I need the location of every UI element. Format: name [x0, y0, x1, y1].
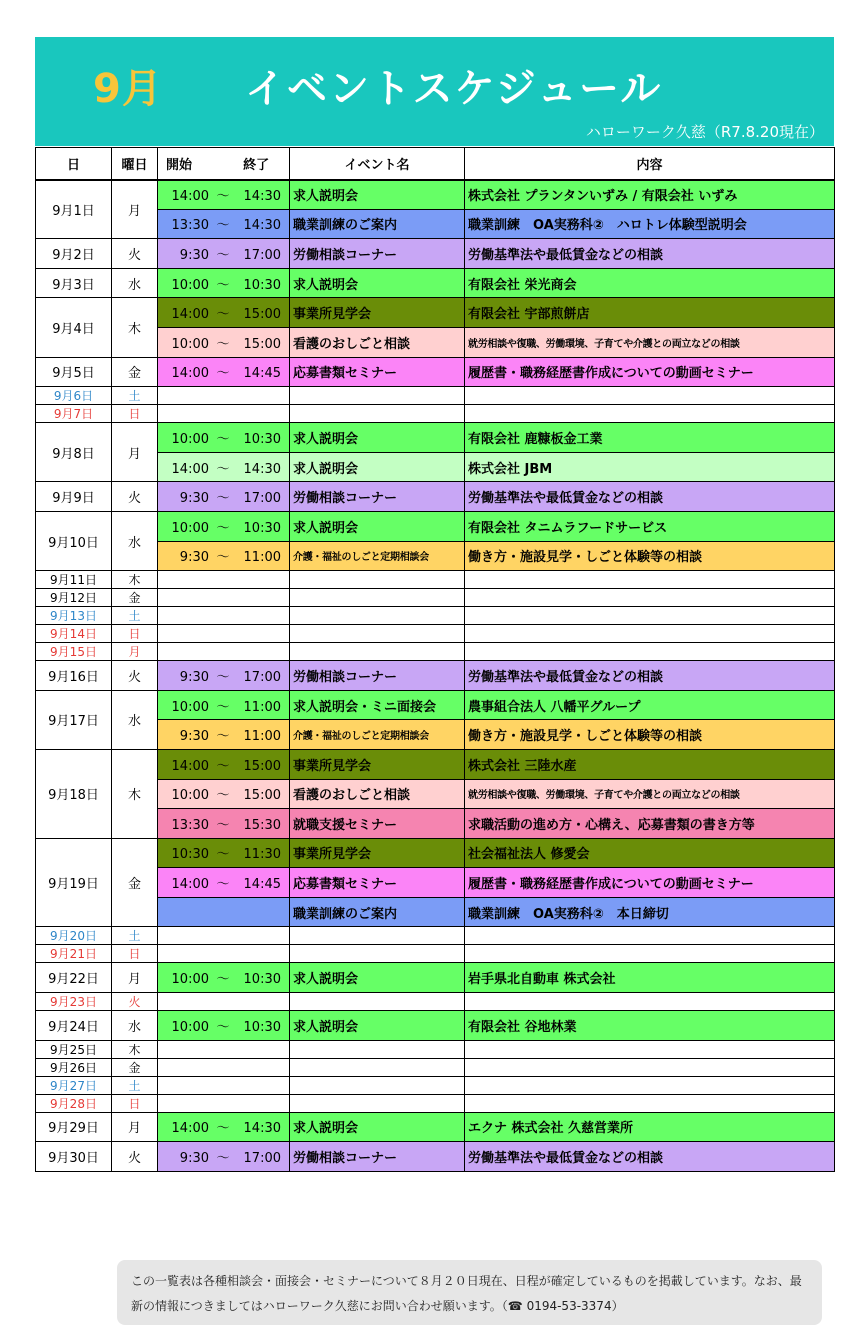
- end-time: 10:30: [243, 972, 281, 988]
- table-row: [36, 625, 835, 643]
- event-name-cell: 求人説明会: [290, 963, 465, 993]
- table-row: [36, 993, 835, 1011]
- event-name-cell: 労働相談コーナー: [290, 661, 465, 691]
- as-of-label: ハローワーク久慈（R7.8.20現在）: [585, 123, 824, 141]
- table-row: [36, 357, 835, 387]
- time-cell: [158, 589, 290, 607]
- event-content-cell: [465, 387, 835, 405]
- event-content-cell: 履歴書・職務経歴書作成についての動画セミナー: [465, 868, 835, 898]
- event-content-cell: [465, 1094, 835, 1112]
- day-cell: 9月10日: [36, 511, 112, 570]
- day-cell: 9月17日: [36, 690, 112, 749]
- weekday-cell: 日: [112, 625, 158, 643]
- start-time: 10:00: [171, 699, 209, 715]
- start-time: 14:00: [171, 1121, 209, 1137]
- header-time: [158, 148, 290, 180]
- event-content-cell: 労働基準法や最低賃金などの相談: [465, 1142, 835, 1172]
- table-row: [36, 661, 835, 691]
- time-cell: [158, 1142, 290, 1172]
- event-name-cell: 応募書類セミナー: [290, 357, 465, 387]
- page-header: [35, 37, 834, 146]
- event-content-cell: 働き方・施設見学・しごと体験等の相談: [465, 541, 835, 571]
- weekday-cell: 月: [112, 963, 158, 993]
- event-name-cell: [290, 1040, 465, 1058]
- weekday-cell: 水: [112, 1011, 158, 1041]
- event-name-cell: 介護・福祉のしごと定期相談会: [290, 541, 465, 571]
- weekday-cell: 日: [112, 405, 158, 423]
- table-row: [36, 511, 835, 541]
- schedule-table: [35, 147, 835, 1172]
- event-content-cell: 労働基準法や最低賃金などの相談: [465, 239, 835, 269]
- table-row: [36, 838, 835, 868]
- event-name-cell: 求人説明会: [290, 423, 465, 453]
- start-time: 14:00: [171, 189, 209, 205]
- event-name-cell: [290, 571, 465, 589]
- end-time: 14:30: [243, 189, 281, 205]
- day-cell: 9月30日: [36, 1142, 112, 1172]
- start-time: 13:30: [171, 218, 209, 234]
- event-content-cell: 職業訓練 OA実務科② ハロトレ体験型説明会: [465, 209, 835, 239]
- end-time: 14:45: [243, 366, 281, 382]
- header-start: 開始: [166, 157, 193, 173]
- end-time: 11:30: [243, 847, 281, 863]
- table-row: [36, 1040, 835, 1058]
- start-time: 9:30: [179, 1151, 209, 1167]
- tilde: ～: [216, 336, 230, 352]
- event-content-cell: [465, 1076, 835, 1094]
- header-event: イベント名: [290, 148, 465, 180]
- event-content-cell: 株式会社 プランタンいずみ / 有限会社 いずみ: [465, 180, 835, 210]
- day-cell: 9月12日: [36, 589, 112, 607]
- end-time: 15:00: [243, 788, 281, 804]
- end-time: 10:30: [243, 1019, 281, 1035]
- day-cell: 9月20日: [36, 927, 112, 945]
- event-content-cell: [465, 625, 835, 643]
- event-name-cell: [290, 589, 465, 607]
- day-cell: 9月1日: [36, 180, 112, 239]
- tilde: ～: [216, 699, 230, 715]
- table-row: [36, 589, 835, 607]
- time-cell: [158, 690, 290, 720]
- time-cell: [158, 1011, 290, 1041]
- tilde: ～: [216, 1151, 230, 1167]
- weekday-cell: 土: [112, 1076, 158, 1094]
- time-cell: [158, 625, 290, 643]
- event-name-cell: 就職支援セミナー: [290, 809, 465, 839]
- tilde: ～: [216, 218, 230, 234]
- weekday-cell: 金: [112, 357, 158, 387]
- weekday-cell: 水: [112, 268, 158, 298]
- event-name-cell: [290, 405, 465, 423]
- event-name-cell: [290, 625, 465, 643]
- event-content-cell: [465, 1058, 835, 1076]
- event-content-cell: 有限会社 栄光商会: [465, 268, 835, 298]
- event-content-cell: 岩手県北自動車 株式会社: [465, 963, 835, 993]
- event-name-cell: 応募書類セミナー: [290, 868, 465, 898]
- header-day: 日: [36, 148, 112, 180]
- table-row: [36, 1011, 835, 1041]
- day-cell: 9月6日: [36, 387, 112, 405]
- table-header-row: [36, 148, 835, 180]
- weekday-cell: 土: [112, 387, 158, 405]
- time-cell: [158, 482, 290, 512]
- table-row: [36, 180, 835, 210]
- event-name-cell: [290, 945, 465, 963]
- header-weekday: 曜日: [112, 148, 158, 180]
- tilde: ～: [216, 189, 230, 205]
- event-name-cell: 事業所見学会: [290, 749, 465, 779]
- event-content-cell: 株式会社 JBM: [465, 452, 835, 482]
- time-cell: [158, 1094, 290, 1112]
- start-time: 10:00: [171, 1019, 209, 1035]
- tilde: ～: [216, 669, 230, 685]
- weekday-cell: 月: [112, 1112, 158, 1142]
- event-content-cell: [465, 589, 835, 607]
- event-content-cell: 労働基準法や最低賃金などの相談: [465, 661, 835, 691]
- time-cell: [158, 838, 290, 868]
- table-row: [36, 1058, 835, 1076]
- event-name-cell: 求人説明会: [290, 511, 465, 541]
- event-content-cell: 有限会社 宇部煎餅店: [465, 298, 835, 328]
- event-content-cell: エクナ 株式会社 久慈営業所: [465, 1112, 835, 1142]
- time-cell: [158, 1076, 290, 1094]
- day-cell: 9月11日: [36, 571, 112, 589]
- event-content-cell: 就労相談や復職、労働環境、子育てや介護との両立などの相談: [465, 327, 835, 357]
- day-cell: 9月13日: [36, 607, 112, 625]
- tilde: ～: [216, 1019, 230, 1035]
- day-cell: 9月23日: [36, 993, 112, 1011]
- time-cell: [158, 511, 290, 541]
- weekday-cell: 木: [112, 298, 158, 357]
- start-time: 10:00: [171, 336, 209, 352]
- table-row: [36, 963, 835, 993]
- weekday-cell: 水: [112, 511, 158, 570]
- time-cell: [158, 209, 290, 239]
- table-row: [36, 268, 835, 298]
- time-cell: [158, 643, 290, 661]
- time-cell: [158, 268, 290, 298]
- table-row: [36, 482, 835, 512]
- end-time: 14:30: [243, 218, 281, 234]
- day-cell: 9月15日: [36, 643, 112, 661]
- tilde: ～: [216, 972, 230, 988]
- event-content-cell: 有限会社 鹿糠板金工業: [465, 423, 835, 453]
- time-cell: [158, 405, 290, 423]
- event-content-cell: 株式会社 三陸水産: [465, 749, 835, 779]
- table-row: [36, 1142, 835, 1172]
- end-time: 15:00: [243, 336, 281, 352]
- event-content-cell: 有限会社 タニムラフードサービス: [465, 511, 835, 541]
- weekday-cell: 月: [112, 423, 158, 482]
- weekday-cell: 火: [112, 993, 158, 1011]
- start-time: 9:30: [179, 247, 209, 263]
- day-cell: 9月29日: [36, 1112, 112, 1142]
- start-time: 10:00: [171, 972, 209, 988]
- end-time: 17:00: [243, 491, 281, 507]
- start-time: 9:30: [179, 491, 209, 507]
- table-row: [36, 387, 835, 405]
- time-cell: [158, 387, 290, 405]
- end-time: 15:00: [243, 758, 281, 774]
- schedule-body: [36, 180, 835, 1172]
- day-cell: 9月16日: [36, 661, 112, 691]
- day-cell: 9月22日: [36, 963, 112, 993]
- time-cell: [158, 1112, 290, 1142]
- time-cell: [158, 327, 290, 357]
- time-cell: [158, 809, 290, 839]
- tilde: ～: [216, 847, 230, 863]
- event-name-cell: 事業所見学会: [290, 298, 465, 328]
- end-time: 15:30: [243, 817, 281, 833]
- page-title: イベントスケジュール: [245, 66, 663, 112]
- event-name-cell: 職業訓練のご案内: [290, 897, 465, 927]
- time-cell: [158, 607, 290, 625]
- weekday-cell: 金: [112, 1058, 158, 1076]
- event-content-cell: 有限会社 谷地林業: [465, 1011, 835, 1041]
- table-row: [36, 690, 835, 720]
- event-name-cell: 求人説明会・ミニ面接会: [290, 690, 465, 720]
- event-name-cell: 労働相談コーナー: [290, 1142, 465, 1172]
- event-name-cell: [290, 387, 465, 405]
- event-name-cell: [290, 1076, 465, 1094]
- table-row: [36, 239, 835, 269]
- time-cell: [158, 963, 290, 993]
- time-cell: [158, 779, 290, 809]
- time-cell: [158, 571, 290, 589]
- start-time: 14:00: [171, 366, 209, 382]
- event-name-cell: [290, 927, 465, 945]
- table-row: [36, 423, 835, 453]
- table-row: [36, 1094, 835, 1112]
- event-content-cell: [465, 643, 835, 661]
- start-time: 14:00: [171, 877, 209, 893]
- table-row: [36, 1076, 835, 1094]
- event-content-cell: 求職活動の進め方・心構え、応募書類の書き方等: [465, 809, 835, 839]
- event-content-cell: 労働基準法や最低賃金などの相談: [465, 482, 835, 512]
- weekday-cell: 金: [112, 589, 158, 607]
- event-name-cell: [290, 643, 465, 661]
- event-name-cell: 看護のおしごと相談: [290, 327, 465, 357]
- time-cell: [158, 452, 290, 482]
- time-cell: [158, 868, 290, 898]
- event-content-cell: 就労相談や復職、労働環境、子育てや介護との両立などの相談: [465, 779, 835, 809]
- end-time: 10:30: [243, 277, 281, 293]
- day-cell: 9月27日: [36, 1076, 112, 1094]
- time-cell: [158, 298, 290, 328]
- weekday-cell: 木: [112, 571, 158, 589]
- day-cell: 9月25日: [36, 1040, 112, 1058]
- day-cell: 9月24日: [36, 1011, 112, 1041]
- tilde: ～: [216, 1121, 230, 1137]
- event-name-cell: 労働相談コーナー: [290, 239, 465, 269]
- event-name-cell: [290, 1058, 465, 1076]
- weekday-cell: 木: [112, 1040, 158, 1058]
- weekday-cell: 火: [112, 1142, 158, 1172]
- end-time: 11:00: [243, 550, 281, 566]
- event-name-cell: 介護・福祉のしごと定期相談会: [290, 720, 465, 750]
- tilde: ～: [216, 877, 230, 893]
- time-cell: [158, 993, 290, 1011]
- start-time: 14:00: [171, 758, 209, 774]
- weekday-cell: 火: [112, 661, 158, 691]
- event-name-cell: 求人説明会: [290, 180, 465, 210]
- time-cell: [158, 541, 290, 571]
- event-name-cell: 求人説明会: [290, 452, 465, 482]
- weekday-cell: 月: [112, 180, 158, 239]
- event-content-cell: [465, 993, 835, 1011]
- notice-box: この一覧表は各種相談会・面接会・セミナーについて８月２０日現在、日程が確定しているものを掲載しています。なお、最新の情報につきましてはハローワーク久慈にお問い合わせ願います。（☎ 0194-53-3374）: [117, 1260, 822, 1325]
- time-cell: [158, 749, 290, 779]
- tilde: ～: [216, 491, 230, 507]
- event-content-cell: 社会福祉法人 修愛会: [465, 838, 835, 868]
- weekday-cell: 土: [112, 607, 158, 625]
- weekday-cell: 火: [112, 482, 158, 512]
- table-row: [36, 298, 835, 328]
- table-row: [36, 405, 835, 423]
- time-cell: [158, 1058, 290, 1076]
- event-name-cell: 看護のおしごと相談: [290, 779, 465, 809]
- start-time: 10:00: [171, 520, 209, 536]
- day-cell: 9月2日: [36, 239, 112, 269]
- weekday-cell: 金: [112, 838, 158, 927]
- tilde: ～: [216, 550, 230, 566]
- event-name-cell: [290, 993, 465, 1011]
- time-cell: [158, 239, 290, 269]
- start-time: 10:00: [171, 277, 209, 293]
- event-content-cell: 農事組合法人 八幡平グループ: [465, 690, 835, 720]
- weekday-cell: 月: [112, 643, 158, 661]
- event-name-cell: 事業所見学会: [290, 838, 465, 868]
- day-cell: 9月5日: [36, 357, 112, 387]
- weekday-cell: 日: [112, 1094, 158, 1112]
- end-time: 11:00: [243, 729, 281, 745]
- weekday-cell: 土: [112, 927, 158, 945]
- day-cell: 9月18日: [36, 749, 112, 838]
- event-name-cell: 求人説明会: [290, 268, 465, 298]
- time-cell: [158, 661, 290, 691]
- weekday-cell: 日: [112, 945, 158, 963]
- day-cell: 9月7日: [36, 405, 112, 423]
- table-row: [36, 571, 835, 589]
- weekday-cell: 火: [112, 239, 158, 269]
- start-time: 9:30: [179, 669, 209, 685]
- end-time: 11:00: [243, 699, 281, 715]
- tilde: ～: [216, 277, 230, 293]
- weekday-cell: 水: [112, 690, 158, 749]
- end-time: 17:00: [243, 247, 281, 263]
- end-time: 14:30: [243, 1121, 281, 1137]
- table-row: [36, 643, 835, 661]
- end-time: 17:00: [243, 1151, 281, 1167]
- header-content: 内容: [465, 148, 835, 180]
- event-name-cell: [290, 607, 465, 625]
- time-cell: [158, 720, 290, 750]
- start-time: 13:30: [171, 817, 209, 833]
- event-name-cell: 労働相談コーナー: [290, 482, 465, 512]
- event-content-cell: [465, 927, 835, 945]
- tilde: ～: [216, 758, 230, 774]
- day-cell: 9月3日: [36, 268, 112, 298]
- header-end: 終了: [243, 157, 270, 173]
- event-name-cell: [290, 1094, 465, 1112]
- time-cell: [158, 1040, 290, 1058]
- end-time: 14:30: [243, 461, 281, 477]
- time-cell: [158, 423, 290, 453]
- start-time: 9:30: [179, 550, 209, 566]
- tilde: ～: [216, 729, 230, 745]
- table-row: [36, 607, 835, 625]
- day-cell: 9月26日: [36, 1058, 112, 1076]
- event-content-cell: 職業訓練 OA実務科② 本日締切: [465, 897, 835, 927]
- day-cell: 9月21日: [36, 945, 112, 963]
- day-cell: 9月4日: [36, 298, 112, 357]
- event-content-cell: [465, 1040, 835, 1058]
- table-row: [36, 945, 835, 963]
- event-content-cell: 働き方・施設見学・しごと体験等の相談: [465, 720, 835, 750]
- event-content-cell: [465, 571, 835, 589]
- event-name-cell: 求人説明会: [290, 1112, 465, 1142]
- month-label: 9月: [93, 66, 163, 112]
- event-content-cell: 履歴書・職務経歴書作成についての動画セミナー: [465, 357, 835, 387]
- tilde: ～: [216, 788, 230, 804]
- weekday-cell: 木: [112, 749, 158, 838]
- end-time: 17:00: [243, 669, 281, 685]
- time-cell: [158, 897, 290, 927]
- day-cell: 9月19日: [36, 838, 112, 927]
- tilde: ～: [216, 461, 230, 477]
- day-cell: 9月28日: [36, 1094, 112, 1112]
- end-time: 10:30: [243, 520, 281, 536]
- tilde: ～: [216, 817, 230, 833]
- table-row: [36, 927, 835, 945]
- day-cell: 9月14日: [36, 625, 112, 643]
- start-time: 10:30: [171, 847, 209, 863]
- event-content-cell: [465, 945, 835, 963]
- event-content-cell: [465, 405, 835, 423]
- event-content-cell: [465, 607, 835, 625]
- time-cell: [158, 357, 290, 387]
- start-time: 14:00: [171, 461, 209, 477]
- start-time: 10:00: [171, 431, 209, 447]
- table-row: [36, 1112, 835, 1142]
- start-time: 14:00: [171, 307, 209, 323]
- time-cell: [158, 927, 290, 945]
- table-row: [36, 749, 835, 779]
- tilde: ～: [216, 307, 230, 323]
- start-time: 10:00: [171, 788, 209, 804]
- end-time: 15:00: [243, 307, 281, 323]
- end-time: 14:45: [243, 877, 281, 893]
- tilde: ～: [216, 247, 230, 263]
- day-cell: 9月8日: [36, 423, 112, 482]
- tilde: ～: [216, 431, 230, 447]
- event-name-cell: 職業訓練のご案内: [290, 209, 465, 239]
- start-time: 9:30: [179, 729, 209, 745]
- tilde: ～: [216, 520, 230, 536]
- time-cell: [158, 180, 290, 210]
- time-cell: [158, 945, 290, 963]
- day-cell: 9月9日: [36, 482, 112, 512]
- end-time: 10:30: [243, 431, 281, 447]
- event-name-cell: 求人説明会: [290, 1011, 465, 1041]
- tilde: ～: [216, 366, 230, 382]
